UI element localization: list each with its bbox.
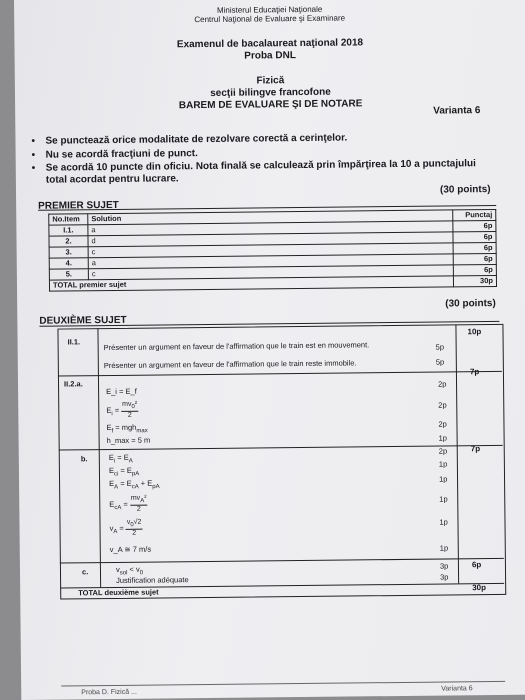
ii2a-total: 7p xyxy=(469,367,480,377)
premier-title: PREMIER SUJET xyxy=(38,199,119,212)
footer-right: Varianta 6 xyxy=(441,685,473,693)
item-ii1: II.1. xyxy=(67,337,81,347)
col-solution: Solution xyxy=(88,210,453,225)
eq-b1: $E_i = E_A$ xyxy=(108,452,133,465)
item-ii2a: II.2.a. xyxy=(63,379,83,389)
col-item: No.Item xyxy=(49,214,88,225)
premier-table xyxy=(48,209,497,292)
ii1-line-2: Présenter un argument en faveur de l'affirmation que le train reste immobile. xyxy=(103,358,357,371)
barem-title: BAREM DE EVALUARE ŞI DE NOTARE xyxy=(178,98,363,112)
deuxieme-total-label: TOTAL deuxième sujet xyxy=(78,587,159,598)
ii2c-total: 6p xyxy=(471,560,482,570)
exam-paper: Ministerul Educaţiei Naţionale Centrul Naţional de Evaluare şi Examinare Examenul de bacalaureat naţional 2018 Proba DNL Fizică secţii bilingve francofone BAREM DE EVALUARE ŞI DE NOTARE Varianta 6 • Se punctează orice modalitate de rezolvare corectă a cerinţelor. • Nu se acordă fracţiuni de punct. • Se acordă 10 puncte din oficiu. Nota finală se calculează prin împărţirea la 10 a punctajului total acordat pentru lucrare. PREMIER SUJET (30 points) No.Item Solution Punctaj I.1. a 6p 2. d 6p 3. c 6p 4. a 6p 5. c 6p TOTAL premier sujet 30p DEUXIÈME SUJET (30 points) II.1. 10p Présenter un argument en faveur de l'affirmation que le train est en mouvement. 5p Présenter un argument en faveur de l'affirmation que le train reste immobile. 5p II.2.a. 7p E_i = E_f $E_i$ = $\frac{\text{mv0²}}{2}$ $E_f = mgh_{max}$ h_max = 5 m 2p 2p 2p 1p b. 7p $E_i = E_A$ $E_{ci} = E_{pA}$ $E_A = E_{cA} + E_{pA}$ $E_{cA}$ = $\frac{\text{mvA²}}{2}$ $v_A$ = $\frac{v0√2}{2}$ v_A ≅ 7 m/s 2p 1p 1p 1p 1p 1p c. 6p $v_{sol} < v_0$ Justification adéquate 3p 3p TOTAL deuxième sujet 30p Proba D. Fizică ... Varianta 6 xyxy=(14,0,525,700)
table-row: I.1. a 6p xyxy=(49,220,496,236)
eq-energy-conservation: E_i = E_f xyxy=(106,386,137,397)
table-row: 4. a 6p xyxy=(49,253,496,269)
table-row: 3. c 6p xyxy=(49,242,496,258)
col-punctaj: Punctaj xyxy=(453,209,496,220)
variant-label: Varianta 6 xyxy=(433,105,481,117)
ministry-name: Ministerul Educaţiei Naţionale xyxy=(216,4,323,15)
eq-b5: $v_A$ = $\frac{v0√2}{2}$ xyxy=(109,518,142,538)
deuxieme-points: (30 points) xyxy=(445,297,496,310)
section-title: secţii bilingve francofone xyxy=(210,86,331,99)
rule-2: • Nu se acordă fracţiuni de punct. xyxy=(31,148,198,161)
eq-final-potential: $E_f = mgh_{max}$ xyxy=(106,422,148,435)
eq-hmax: h_max = 5 m xyxy=(106,435,151,446)
ii1-line-1: Présenter un argument en faveur de l'affirmation que le train est en mouvement. xyxy=(103,340,370,353)
item-ii2b: b. xyxy=(80,454,88,464)
rule-1: • Se punctează orice modalitate de rezolvare corectă a cerinţelor. xyxy=(31,132,348,147)
table-row: 5. c 6p xyxy=(49,264,496,280)
ii2b-total: 7p xyxy=(470,444,481,454)
deuxieme-total-points: 30p xyxy=(472,583,487,593)
item-ii2c: c. xyxy=(81,567,89,577)
ii2c-line-2: Justification adéquate xyxy=(116,575,189,585)
center-name: Centrul Naţional de Evaluare şi Examinare xyxy=(194,13,346,25)
eq-b4: $E_{cA}$ = $\frac{\text{mvA²}}{2}$ xyxy=(109,494,147,514)
eq-b3: $E_A = E_{cA} + E_{pA}$ xyxy=(109,478,160,491)
ii2c-line-1: $v_{sol} < v_0$ xyxy=(115,564,144,577)
exam-title: Examenul de bacalaureat naţional 2018 xyxy=(176,37,364,51)
ii1-total: 10p xyxy=(467,327,482,337)
table-total-row: TOTAL premier sujet 30p xyxy=(49,275,496,291)
deuxieme-title: DEUXIÈME SUJET xyxy=(39,314,127,327)
ii1-pts-2: 5p xyxy=(435,357,445,367)
footer-left: Proba D. Fizică ... xyxy=(81,688,137,697)
rule-3: • Se acordă 10 puncte din oficiu. Nota finală se calculează prin împărţirea la 10 a punctajului total acordat pentru lucrare. xyxy=(31,158,476,186)
eq-b2: $E_{ci} = E_{pA}$ xyxy=(108,465,140,478)
proba-label: Proba DNL xyxy=(244,50,296,62)
subject-title: Fizică xyxy=(256,75,285,87)
table-row: 2. d 6p xyxy=(49,231,496,247)
ii1-pts-1: 5p xyxy=(435,342,445,352)
premier-points: (30 points) xyxy=(439,184,491,196)
eq-b6: v_A ≅ 7 m/s xyxy=(109,544,152,555)
eq-initial-kinetic: $E_i$ = $\frac{\text{mv0²}}{2}$ xyxy=(106,400,138,420)
